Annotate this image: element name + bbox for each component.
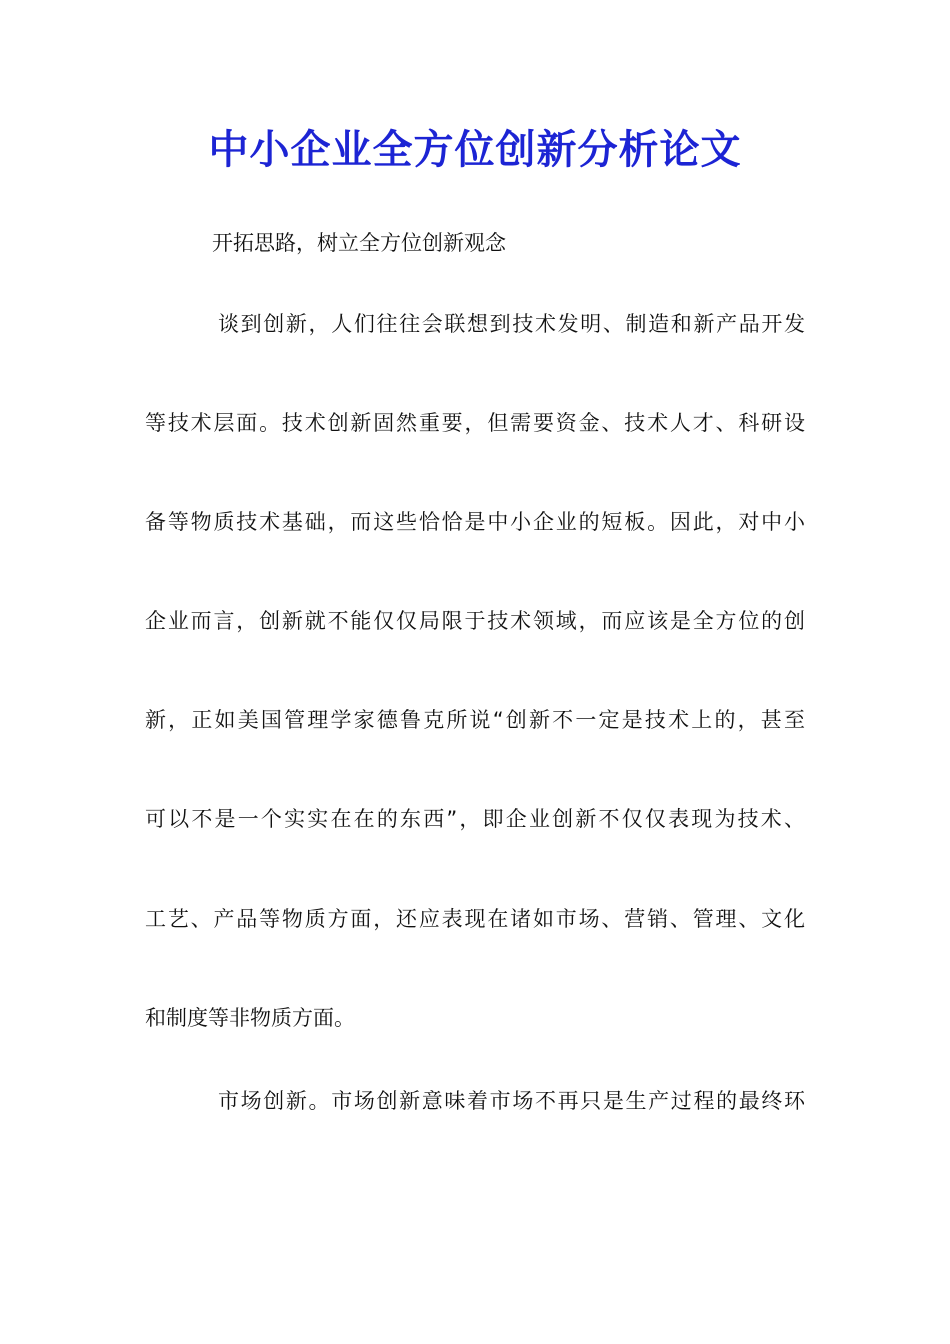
paragraph-line: 等技术层面。技术创新固然重要，但需要资金、技术人才、科研设 xyxy=(145,411,805,435)
paragraph-line: 企业而言，创新就不能仅仅局限于技术领域，而应该是全方位的创 xyxy=(145,609,805,633)
paragraph-line: 谈到创新，人们往往会联想到技术发明、制造和新产品开发 xyxy=(218,312,805,336)
paragraph-line: 备等物质技术基础，而这些恰恰是中小企业的短板。因此，对中小 xyxy=(145,510,805,534)
paragraph-line: 市场创新。市场创新意味着市场不再只是生产过程的最终环 xyxy=(218,1089,805,1113)
paragraph-line: 可以不是一个实实在在的东西”，即企业创新不仅仅表现为技术、 xyxy=(145,807,805,831)
paragraph-line: 和制度等非物质方面。 xyxy=(145,1006,355,1030)
paragraph-line: 新，正如美国管理学家德鲁克所说“创新不一定是技术上的，甚至 xyxy=(145,708,805,732)
section-heading: 开拓思路，树立全方位创新观念 xyxy=(212,231,506,255)
document-title: 中小企业全方位创新分析论文 xyxy=(208,126,742,173)
paragraph-line: 工艺、产品等物质方面，还应表现在诸如市场、营销、管理、文化 xyxy=(145,907,805,931)
